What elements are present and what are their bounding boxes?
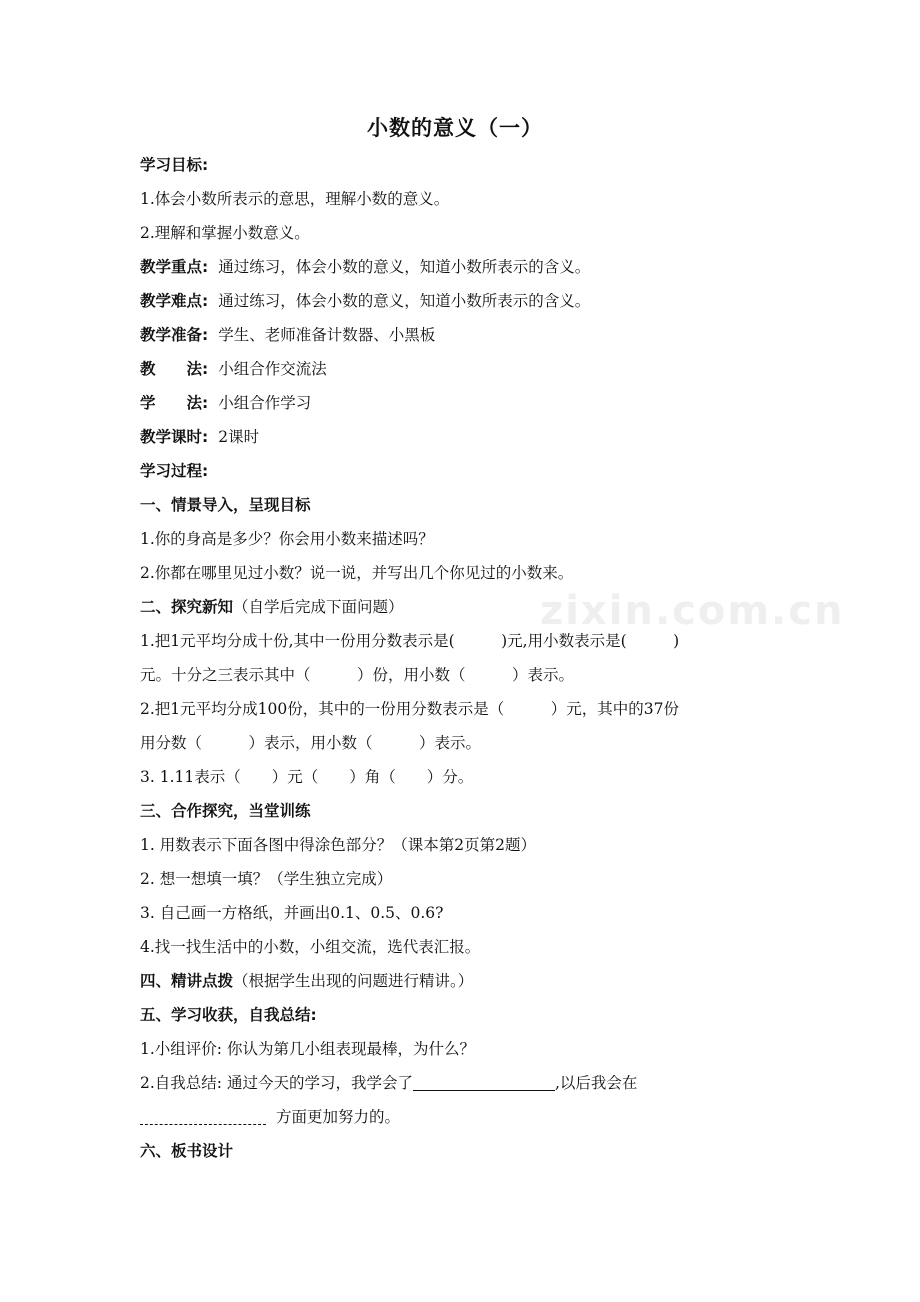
line-label: 学 法:	[140, 394, 209, 412]
document-line	[140, 1032, 790, 1066]
line-label: 学习过程:	[140, 462, 209, 480]
line-text: 4.找一找生活中的小数，小组交流，选代表汇报。	[140, 938, 481, 956]
document-line	[140, 760, 790, 794]
line-text: 2课时	[218, 428, 260, 446]
document-line	[140, 182, 790, 216]
document-line	[140, 318, 790, 352]
line-label: 三、合作探究，当堂训练	[140, 802, 311, 820]
document-line	[140, 420, 790, 454]
line-text: （根据学生出现的问题进行精讲。）	[233, 972, 474, 990]
line-text: 通过练习，体会小数的意义，知道小数所表示的含义。	[218, 258, 591, 276]
line-label: 学习目标:	[140, 156, 209, 174]
document-line	[140, 284, 790, 318]
line-text: 小组合作学习	[218, 394, 312, 412]
line-label: 一、情景导入，呈现目标	[140, 496, 311, 514]
document-line	[140, 998, 790, 1032]
summary-line-before: 2.自我总结: 通过今天的学习，我学会了	[140, 1074, 413, 1092]
line-text: 元。十分之三表示其中（ ）份，用小数（ ）表示。	[140, 666, 575, 684]
line-label: 教学课时:	[140, 428, 209, 446]
line-label: 教学准备:	[140, 326, 209, 344]
summary-line	[140, 1066, 790, 1100]
document-line	[140, 148, 790, 182]
document-line	[140, 964, 790, 998]
document-line	[140, 930, 790, 964]
document-line	[140, 250, 790, 284]
document-line	[140, 590, 790, 624]
line-text: 通过练习，体会小数的意义，知道小数所表示的含义。	[218, 292, 591, 310]
line-label: 四、精讲点拨	[140, 972, 234, 990]
line-text: 2.把1元平均分成100份，其中的一份用分数表示是（ ）元，其中的37份	[140, 700, 679, 718]
document-line	[140, 624, 790, 658]
document-line	[140, 658, 790, 692]
line-text: 3. 自己画一方格纸，并画出0.1、0.5、0.6?	[140, 904, 444, 922]
document-line	[140, 216, 790, 250]
line-text: 1. 用数表示下面各图中得涂色部分？（课本第2页第2题）	[140, 836, 536, 854]
line-text: 2.理解和掌握小数意义。	[140, 224, 310, 242]
answer-blank[interactable]	[413, 1072, 555, 1091]
line-text: 用分数（ ）表示，用小数（ ）表示。	[140, 734, 482, 752]
watermark: zixin.com.cn	[540, 588, 845, 634]
document-line	[140, 556, 790, 590]
document-line	[140, 726, 790, 760]
document-line	[140, 454, 790, 488]
dashed-blank[interactable]	[140, 1106, 266, 1125]
line-label: 教学重点:	[140, 258, 209, 276]
line-text: 2. 想一想填一填？（学生独立完成）	[140, 870, 393, 888]
line-text: 小组合作交流法	[218, 360, 327, 378]
document-line	[140, 522, 790, 556]
line-text: 3. 1.11表示（ ）元（ ）角（ ）分。	[140, 768, 474, 786]
line-text: 1.小组评价: 你认为第几小组表现最棒，为什么？	[140, 1040, 475, 1058]
document-line	[140, 352, 790, 386]
line-text: 学生、老师准备计数器、小黑板	[218, 326, 436, 344]
line-label: 教学难点:	[140, 292, 209, 310]
document-line	[140, 488, 790, 522]
effort-line-text: 方面更加努力的。	[276, 1108, 401, 1126]
document-line	[140, 692, 790, 726]
line-text: 2.你都在哪里见过小数？说一说，并写出几个你见过的小数来。	[140, 564, 574, 582]
summary-line-after: ,以后我会在	[554, 1074, 638, 1092]
document-title: 小数的意义（一）	[367, 116, 543, 140]
line-label: 二、探究新知	[140, 598, 234, 616]
line-label: 教 法:	[140, 360, 209, 378]
line-text: 1.体会小数所表示的意思，理解小数的意义。	[140, 190, 450, 208]
document-line	[140, 828, 790, 862]
section-heading-board-design: 六、板书设计	[140, 1142, 234, 1160]
document-line	[140, 862, 790, 896]
document-body	[140, 148, 790, 1168]
line-text: （自学后完成下面问题）	[233, 598, 404, 616]
line-text: 1.把1元平均分成十份,其中一份用分数表示是( )元,用小数表示是( )	[140, 632, 680, 650]
lines-container	[140, 148, 790, 1066]
line-label: 五、学习收获，自我总结:	[140, 1006, 317, 1024]
document-line	[140, 386, 790, 420]
document-line	[140, 896, 790, 930]
effort-line	[140, 1100, 790, 1134]
document-line	[140, 794, 790, 828]
line-text: 1.你的身高是多少？你会用小数来描述吗？	[140, 530, 434, 548]
